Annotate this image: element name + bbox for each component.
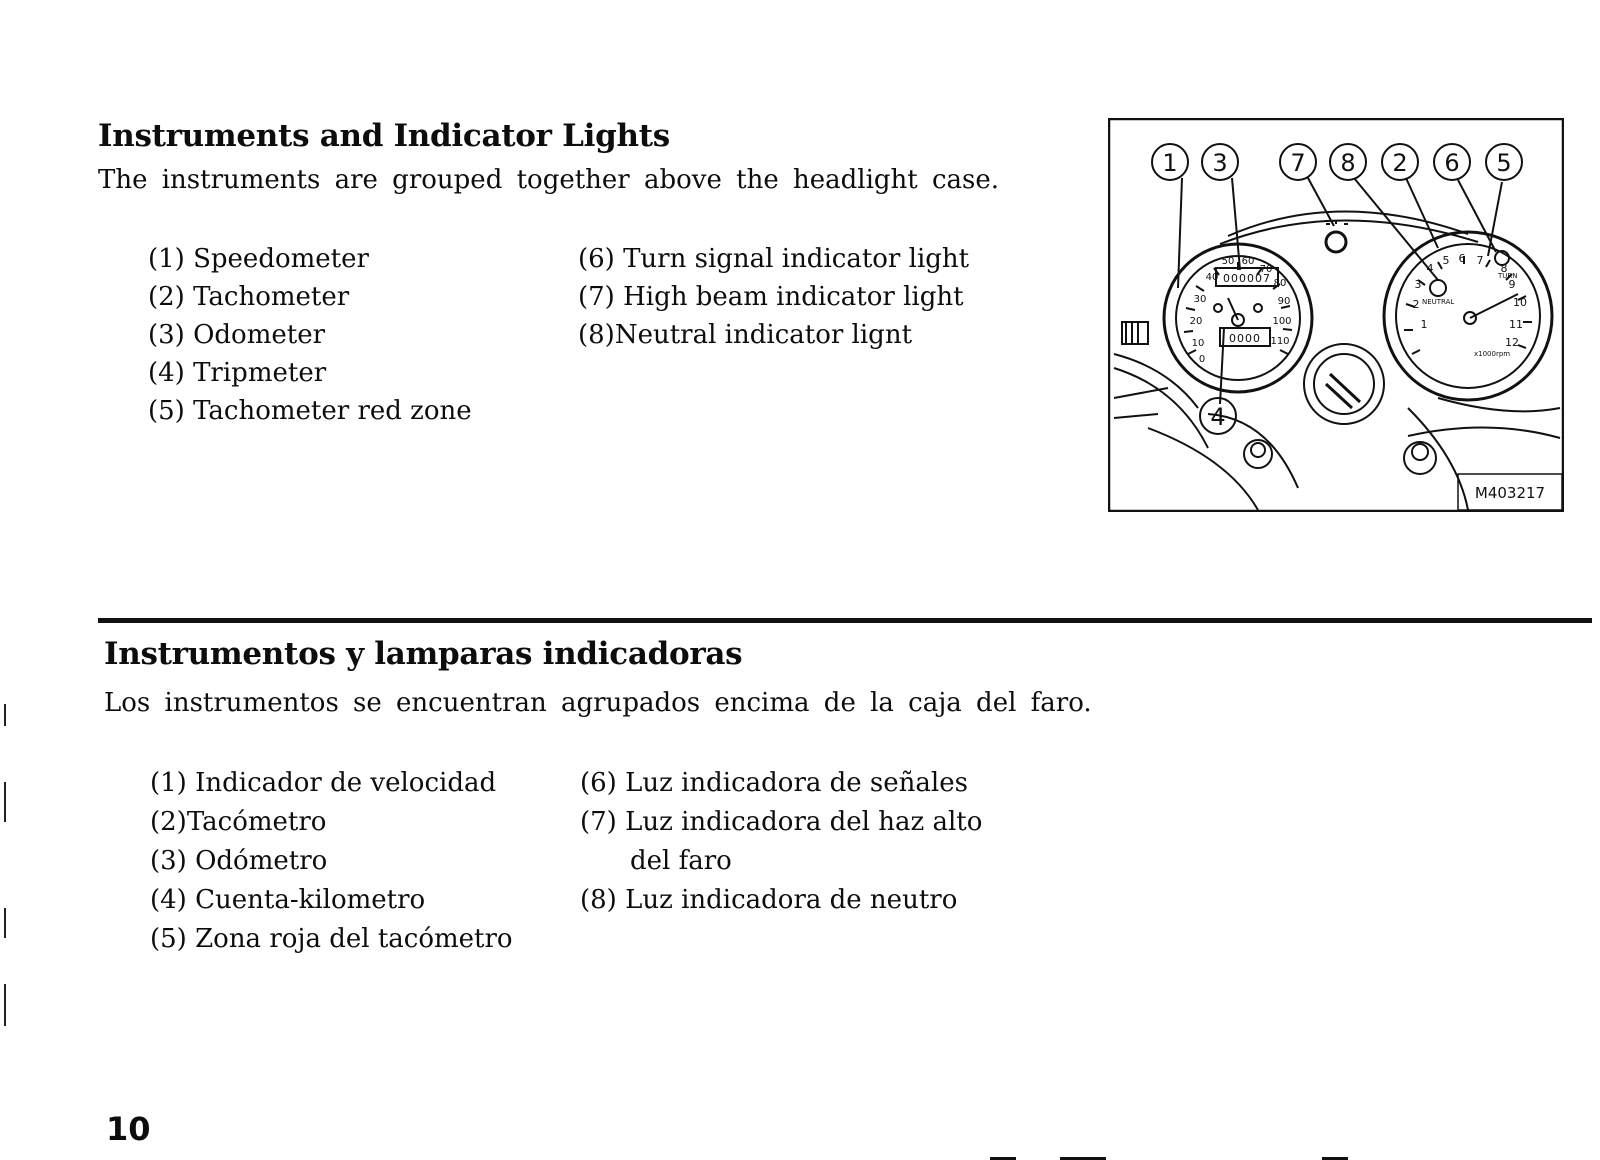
list-item: (8) Luz indicadora de neutro [580,885,958,915]
list-item: (3) Odómetro [150,846,328,876]
tachometer-tick-label: 8 [1500,262,1508,275]
odometer-reading: 000007 [1223,272,1271,285]
margin-mark [4,782,6,822]
callout-number: 3 [1212,149,1228,177]
neutral-label: NEUTRAL [1422,298,1455,306]
speedometer-tick-label: 80 [1273,278,1287,289]
tachometer-tick-label: 2 [1412,298,1420,311]
tachometer-tick-label: 11 [1509,318,1523,331]
speedometer-tick-label: 0 [1198,354,1206,365]
figure-code: M403217 [1474,484,1546,502]
list-item: (7) High beam indicator light [578,282,964,312]
list-item: (5) Zona roja del tacómetro [150,924,513,954]
section-title-english: Instruments and Indicator Lights [98,118,670,154]
tripmeter-reading: 0000 [1229,332,1261,345]
section-title-spanish: Instrumentos y lamparas indicadoras [104,636,743,672]
list-item-continuation: del faro [630,846,732,876]
list-item: (4) Cuenta-kilometro [150,885,426,915]
callout-number: 8 [1340,149,1356,177]
section-intro-english: The instruments are grouped together above the headlight case. [98,165,1000,195]
speedometer-tick-label: 50 [1221,256,1235,267]
tachometer-tick-label: 10 [1513,296,1527,309]
margin-mark [4,984,6,1026]
list-item: (6) Turn signal indicator light [578,244,970,274]
tachometer-tick-label: 1 [1420,318,1428,331]
tachometer-tick-label: 12 [1505,336,1519,349]
spanish-list-left [150,764,513,959]
speedometer-tick-label: 10 [1191,338,1205,349]
callout-number: 5 [1496,149,1512,177]
instrument-cluster-illustration [1108,118,1564,512]
callout-number: 1 [1162,149,1178,177]
list-item: (6) Luz indicadora de señales [580,768,968,798]
english-list-right [578,240,969,354]
tachometer-tick-label: 4 [1426,262,1434,275]
list-item: (2) Tachometer [148,282,350,312]
tachometer-tick-label: 3 [1414,278,1422,291]
english-list-left [148,240,472,430]
rpm-label: x1000rpm [1474,350,1511,358]
list-item: (2)Tacómetro [150,807,327,837]
list-item: (1) Speedometer [148,244,369,274]
list-item: (7) Luz indicadora del haz alto [580,807,983,837]
speedometer-tick-label: 70 [1259,264,1273,275]
tachometer-tick-label: 5 [1442,254,1450,267]
list-item: (4) Tripmeter [148,358,327,388]
callout-number: 6 [1444,149,1460,177]
page-number: 10 [106,1110,151,1148]
callout-number: 4 [1210,403,1226,431]
list-item: (1) Indicador de velocidad [150,768,497,798]
turn-label: TURN [1498,272,1518,280]
tachometer-tick-label: 7 [1476,254,1484,267]
list-item: (8)Neutral indicator lignt [578,320,913,350]
margin-mark [4,908,6,938]
list-item: (3) Odometer [148,320,326,350]
instrument-cluster-figure [1108,118,1564,512]
callout-number: 7 [1290,149,1306,177]
tachometer-tick-label: 6 [1458,252,1466,265]
speedometer-tick-label: 40 [1205,272,1219,283]
list-item: (5) Tachometer red zone [148,396,472,426]
speedometer-tick-label: 90 [1277,296,1291,307]
tachometer-tick-label: 9 [1508,278,1516,291]
section-intro-spanish: Los instrumentos se encuentran agrupados encima de la caja del faro. [104,688,1092,718]
spanish-list-right [580,764,982,920]
speedometer-tick-label: 30 [1193,294,1207,305]
speedometer-tick-label: 20 [1189,316,1203,327]
speedometer-tick-label: 60 [1241,256,1255,267]
speedometer-tick-label: 100 [1272,316,1292,327]
section-divider [98,618,1592,623]
speedometer-tick-label: 110 [1270,336,1290,347]
margin-mark [4,704,6,726]
callout-number: 2 [1392,149,1408,177]
